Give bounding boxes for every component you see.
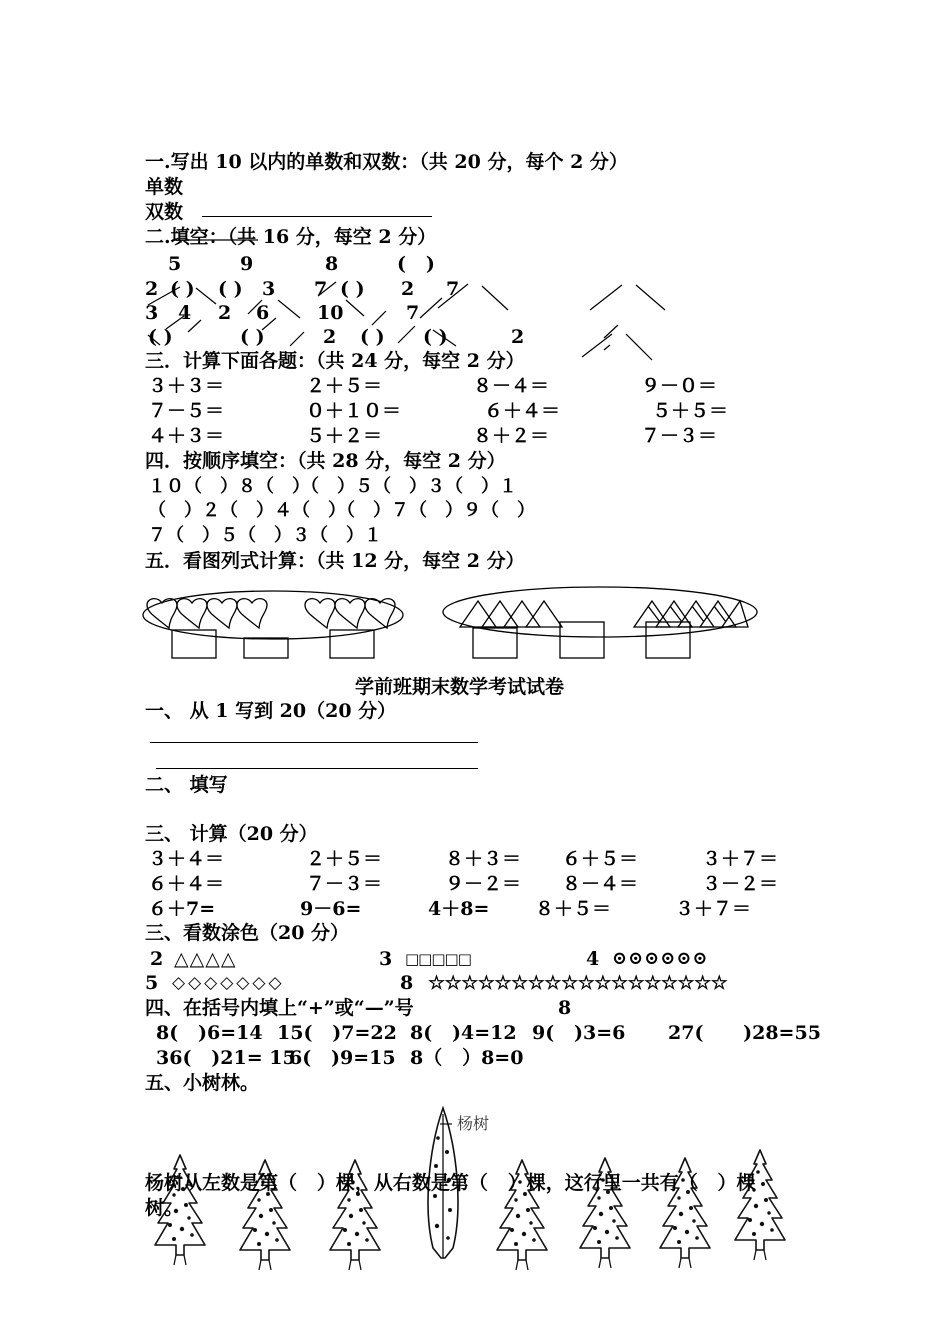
sec4-title: 四．按顺序填空：（共 28 分，每空 2 分） <box>145 450 506 472</box>
color-count: 2 <box>150 948 164 970</box>
calc-item: ３＋３＝ <box>148 375 225 397</box>
calc-item: ３＋７＝ <box>675 898 752 920</box>
fill-num: 2 <box>323 326 337 348</box>
tree-question: 杨树从左数是第（ ）棵，从右数是第（ ）棵，这行里一共有（ ）棵 <box>145 1172 756 1194</box>
sec3-title: 三．计算下面各题：（共 24 分，每空 2 分） <box>145 350 525 372</box>
calc-item: ３＋７＝ <box>702 848 779 870</box>
color-count: 8 <box>400 972 414 994</box>
calc-item: ５＋２＝ <box>306 425 383 447</box>
calc-item: ３＋４＝ <box>148 848 225 870</box>
calc-item: 9－6= <box>300 898 362 920</box>
calc-item: ６＋５＝ <box>562 848 639 870</box>
calc-item: ３－２＝ <box>702 873 779 895</box>
fill-num: 9 <box>240 253 254 275</box>
sequence-row[interactable]: １０（ ）８（ ）（ ）５（ ）３（ ）１ <box>148 476 517 497</box>
fill-num: 3 <box>145 302 159 324</box>
fill-blank[interactable]: ( ) <box>148 326 173 348</box>
calc-item: ８－４＝ <box>473 375 550 397</box>
fill-num: 2 <box>511 326 525 348</box>
sign-item[interactable]: 27( )28=55 <box>668 1022 821 1044</box>
color-count: 5 <box>145 972 159 994</box>
fill-blank[interactable]: ( ) <box>170 278 195 300</box>
calc-item: ６＋４＝ <box>484 400 561 422</box>
calc-item: 4＋8= <box>428 898 490 920</box>
fill-num: 2 <box>401 278 415 300</box>
color-count: 3 <box>379 948 393 970</box>
fill-blank[interactable]: ( ) <box>360 326 385 348</box>
exam-s3: 三、 计算（20 分） <box>145 823 318 845</box>
fill-num: 3 <box>262 278 276 300</box>
fill-num: 8 <box>325 253 339 275</box>
calc-item: ７－３＝ <box>306 873 383 895</box>
exam-title: 学前班期末数学考试试卷 <box>355 676 565 698</box>
tree-question-end: 树。 <box>145 1197 184 1219</box>
exam-s4: 四、在括号内填上“+”或“—”号 <box>145 997 414 1019</box>
calc-item: ９－２＝ <box>445 873 522 895</box>
color-shapes[interactable]: △△△△ <box>174 948 237 970</box>
fill-num: 4 <box>178 302 192 324</box>
sign-item[interactable]: 9( )3=6 <box>532 1022 626 1044</box>
calc-item: ２＋５＝ <box>306 375 383 397</box>
fill-num: 5 <box>168 253 182 275</box>
calc-item: ７－５＝ <box>148 400 225 422</box>
fill-num: 7 <box>446 278 460 300</box>
fill-blank[interactable]: ( ) <box>397 253 435 275</box>
exam-s1: 一、 从 1 写到 20（20 分） <box>145 700 397 722</box>
calc-item: ６＋４＝ <box>148 873 225 895</box>
sec1-title: 一.写出 10 以内的单数和双数：（共 20 分，每个 2 分） <box>145 151 628 173</box>
exam-s2: 二、 填写 <box>145 774 228 796</box>
exam-s4-num: 8 <box>558 997 572 1019</box>
fill-num: 10 <box>317 302 344 324</box>
fill-blank[interactable]: ( ) <box>340 278 365 300</box>
calc-item: ８＋２＝ <box>473 425 550 447</box>
sec2-title: 二.填空：（共 16 分，每空 2 分） <box>145 226 437 248</box>
poplar-label: 杨树 <box>457 1114 490 1133</box>
calc-item: ０＋１０＝ <box>306 400 402 422</box>
sec5-title: 五．看图列式计算：（共 12 分，每空 2 分） <box>145 550 525 572</box>
calc-item: ９－０＝ <box>641 375 718 397</box>
color-shapes[interactable]: ◇◇◇◇◇◇◇ <box>172 973 285 993</box>
odd-label: 单数 <box>145 176 184 198</box>
exam-s5: 五、小树林。 <box>145 1072 260 1094</box>
sign-item[interactable]: 8( )6=14 <box>156 1022 263 1044</box>
fill-num: 6 <box>256 302 270 324</box>
sign-item[interactable]: 6( )9=15 <box>289 1047 396 1069</box>
color-shapes[interactable]: □□□□□ <box>405 950 471 968</box>
fill-blank[interactable]: ( ) <box>423 326 448 348</box>
fill-num: 2 <box>145 278 159 300</box>
calc-item: ４＋３＝ <box>148 425 225 447</box>
sign-item[interactable]: 8( )4=12 <box>410 1022 517 1044</box>
sign-item[interactable]: 8（ ）8=0 <box>410 1047 524 1069</box>
fill-blank[interactable]: ( ) <box>240 326 265 348</box>
sequence-row[interactable]: （ ）２（ ）４（ ）（ ）７（ ）９（ ） <box>148 500 535 521</box>
calc-item: ８－４＝ <box>562 873 639 895</box>
calc-item: ６＋7= <box>148 898 216 920</box>
fill-num: 2 <box>218 302 232 324</box>
sequence-row[interactable]: ７（ ）５（ ）３（ ）１ <box>148 525 382 546</box>
fill-num: 7 <box>406 302 420 324</box>
sign-item[interactable]: 36( )21= 15 <box>156 1047 296 1069</box>
sign-item[interactable]: 15( )7=22 <box>277 1022 397 1044</box>
fill-blank[interactable]: ( ) <box>218 278 243 300</box>
pine-tree-icon <box>735 1150 785 1260</box>
exam-s3b: 三、看数涂色（20 分） <box>145 922 350 944</box>
color-count: 4 <box>586 948 600 970</box>
calc-item: ８＋５＝ <box>535 898 612 920</box>
fill-num: 7 <box>314 278 328 300</box>
calc-item: ８＋３＝ <box>445 848 522 870</box>
color-shapes[interactable]: ⊙⊙⊙⊙⊙⊙ <box>612 948 709 969</box>
calc-item: ７－３＝ <box>641 425 718 447</box>
calc-item: ５＋５＝ <box>652 400 729 422</box>
color-shapes[interactable]: ☆☆☆☆☆☆☆☆☆☆☆☆☆☆☆☆☆☆ <box>428 972 728 994</box>
calc-item: ２＋５＝ <box>306 848 383 870</box>
even-label: 双数 <box>145 201 184 223</box>
